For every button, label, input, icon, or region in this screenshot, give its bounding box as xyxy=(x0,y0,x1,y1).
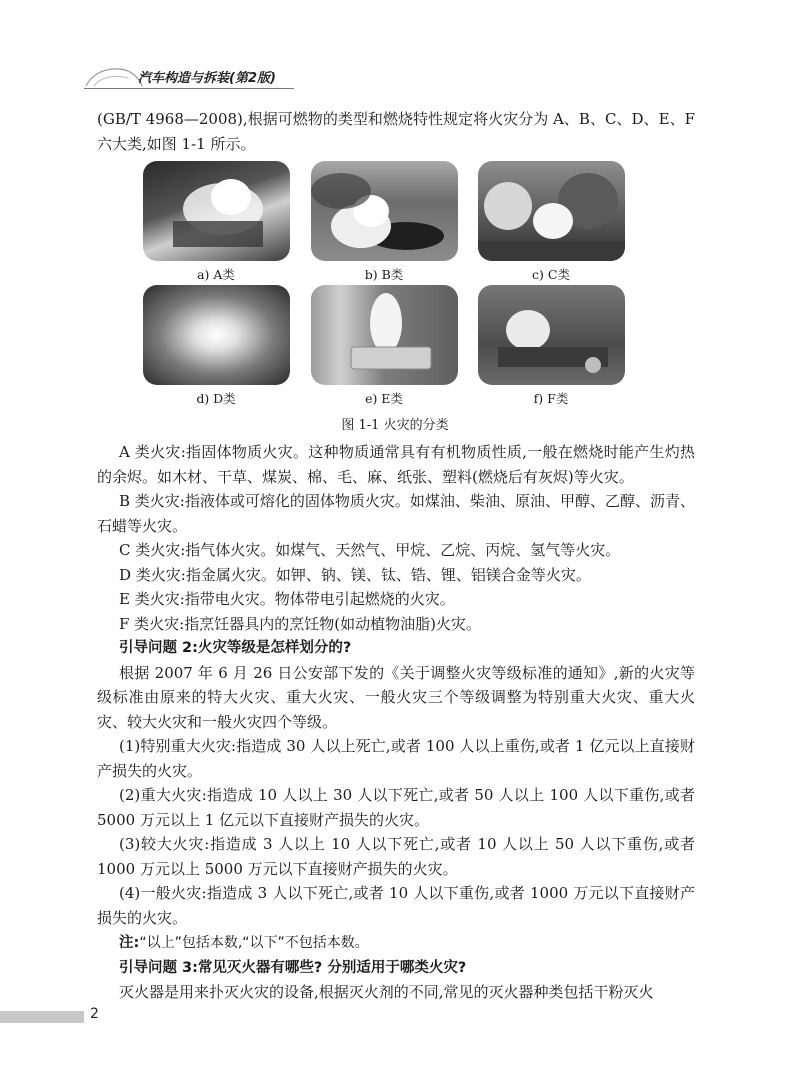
note-paragraph xyxy=(97,930,695,956)
figure-title: 图 1-1 火灾的分类 xyxy=(341,418,449,433)
grade-1-paragraph: (1)特别重大火灾:指造成 30 人以上死亡,或者 100 人以上重伤,或者 1 亿元以上直接财产损失的火灾。 xyxy=(97,737,695,780)
caption-b: b) B类 xyxy=(364,267,404,282)
intro-paragraph: (GB/T 4968—2008),根据可燃物的类型和燃烧特性规定将火灾分为 A、B、C、D、E、F 六大类,如图 1-1 所示。 xyxy=(97,110,695,153)
question-3-heading: 引导问题 3:常见灭火器有哪些? 分别适用于哪类火灾? xyxy=(119,959,467,976)
car-outline-icon xyxy=(84,64,144,90)
grade-3-paragraph: (3)较大火灾:指造成 3 人以上 10 人以下死亡,或者 10 人以上 50 人以下重伤,或者 1000 万元以上 5000 万元以下直接财产损失的火灾。 xyxy=(97,835,695,878)
photo-e-electrical-fire xyxy=(311,285,458,385)
running-header xyxy=(84,58,364,98)
class-f-paragraph: F 类火灾:指烹饪器具内的烹饪物(如动植物油脂)火灾。 xyxy=(119,614,481,633)
body-block xyxy=(97,440,695,1005)
page-number: 2 xyxy=(90,1006,99,1022)
flame-icon xyxy=(143,161,290,261)
power-strip-icon xyxy=(311,285,458,385)
note-text: “以上”包括本数,“以下”不包括本数。 xyxy=(139,935,369,951)
header-rule xyxy=(84,88,294,89)
intro-block xyxy=(97,107,695,156)
wok-fire-icon xyxy=(478,285,625,385)
car-fire-icon xyxy=(311,161,458,261)
running-header-title: 汽车构造与拆装(第2版) xyxy=(138,71,276,86)
caption-c: c) C类 xyxy=(532,267,570,282)
grade-2-paragraph: (2)重大火灾:指造成 10 人以上 30 人以下死亡,或者 50 人以上 100 人以下重伤,或者 5000 万元以上 1 亿元以下直接财产损失的火灾。 xyxy=(97,786,695,829)
class-c-paragraph: C 类火灾:指气体火灾。如煤气、天然气、甲烷、乙烷、丙烷、氢气等火灾。 xyxy=(119,541,621,559)
class-a-paragraph: A 类火灾:指固体物质火灾。这种物质通常具有有机物质性质,一般在燃烧时能产生灼热的余烬。如木材、干草、煤炭、棉、毛、麻、纸张、塑料(燃烧后有灰烬)等火灾。 xyxy=(97,443,695,486)
question-2-intro: 根据 2007 年 6 月 26 日公安部下发的《关于调整火灾等级标准的通知》,新的火灾等级标准由原来的特大火灾、重大火灾、一般火灾三个等级调整为特别重大火灾、重大火灾、较大火灾和一般火灾四个等级。 xyxy=(97,663,695,731)
grade-4-paragraph: (4)一般火灾:指造成 3 人以下死亡,或者 10 人以下重伤,或者 1000 万元以下直接财产损失的火灾。 xyxy=(97,884,695,927)
photo-c-gas-fire xyxy=(478,161,625,261)
question-3-text: 灭火器是用来扑灭火灾的设备,根据灭火剂的不同,常见的灭火器种类包括干粉灭火 xyxy=(119,983,654,1001)
photo-b-liquid-fire xyxy=(311,161,458,261)
photo-a-solid-fire xyxy=(143,161,290,261)
caption-e: e) E类 xyxy=(365,391,403,406)
caption-f: f) F类 xyxy=(533,391,569,406)
photo-f-cooking-fire xyxy=(478,285,625,385)
class-d-paragraph: D 类火灾:指金属火灾。如钾、钠、镁、钛、锆、锂、铝镁合金等火灾。 xyxy=(119,565,591,584)
caption-d: d) D类 xyxy=(196,391,236,406)
class-b-paragraph: B 类火灾:指液体或可熔化的固体物质火灾。如煤油、柴油、原油、甲醇、乙醇、沥青、石蜡等火灾。 xyxy=(97,492,695,535)
caption-a: a) A类 xyxy=(197,267,235,282)
gas-tank-icon xyxy=(478,161,625,261)
note-label: 注: xyxy=(119,935,140,951)
question-2-heading: 引导问题 2:火灾等级是怎样划分的? xyxy=(119,640,352,656)
footer-bar xyxy=(0,1011,84,1023)
class-e-paragraph: E 类火灾:指带电火灾。物体带电引起燃烧的火灾。 xyxy=(119,590,455,608)
photo-d-metal-fire xyxy=(143,285,290,385)
